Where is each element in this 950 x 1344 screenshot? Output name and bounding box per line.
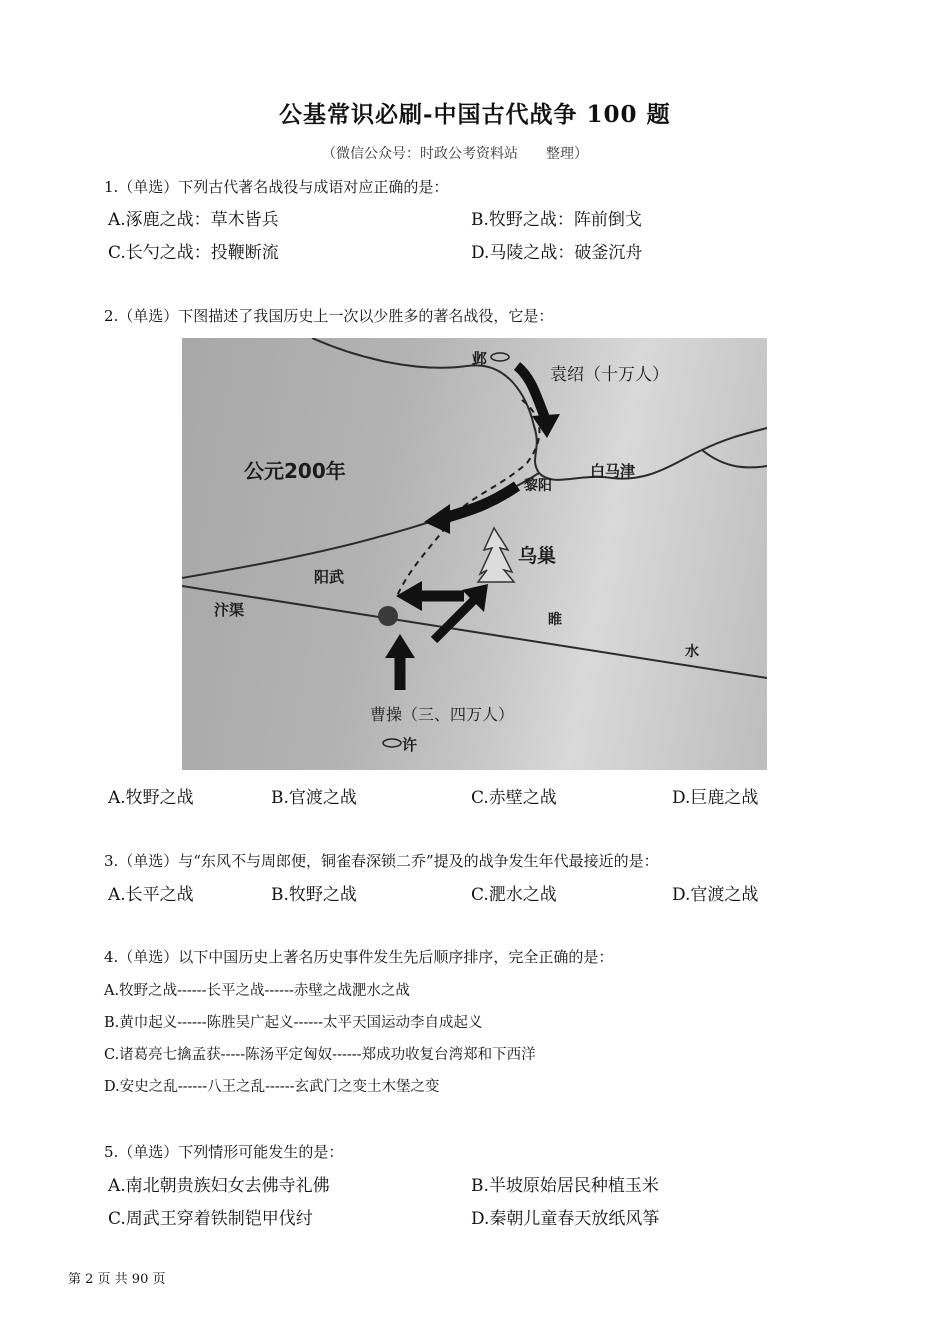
- map-label-ye: 邺: [472, 350, 488, 368]
- map-label-shui: 水: [685, 644, 699, 660]
- question-5-option-d: D.秦朝儿童春天放纸风筝: [471, 1209, 660, 1229]
- question-5-option-a: A.南北朝贵族妇女去佛寺礼佛: [108, 1176, 330, 1196]
- question-3-option-b: B.牧野之战: [271, 885, 357, 905]
- page-title: 公基常识必刷-中国古代战争 100 题: [279, 101, 671, 128]
- map-label-baimajin: 白马津: [590, 462, 636, 480]
- question-1-option-c: C.长勺之战：投鞭断流: [108, 243, 279, 263]
- question-4-stem: 4.（单选）以下中国历史上著名历史事件发生先后顺序排序，完全正确的是：: [104, 948, 614, 966]
- question-2-option-a: A.牧野之战: [108, 788, 194, 808]
- question-1-option-d: D.马陵之战：破釜沉舟: [471, 243, 643, 263]
- map-label-liyang: 黎阳: [524, 478, 552, 494]
- battle-map-figure: [182, 338, 767, 770]
- cao-arrow-north: [385, 634, 415, 658]
- question-3-option-a: A.长平之战: [108, 885, 194, 905]
- map-label-year: 公元200年: [244, 459, 346, 483]
- question-4-option-b: B.黄巾起义------陈胜吴广起义------太平天国运动李自成起义: [104, 1015, 483, 1031]
- question-5-option-b: B.半坡原始居民种植玉米: [471, 1176, 659, 1196]
- map-label-xu: 许: [402, 736, 418, 754]
- map-label-yangwu: 阳武: [314, 568, 345, 586]
- question-3-stem: 3.（单选）与“东风不与周郎便，铜雀春深锁二乔”提及的战争发生年代最接近的是：: [104, 852, 659, 870]
- cao-arrow-west: [396, 581, 422, 611]
- question-4-option-c: C.诸葛亮七擒孟获-----陈汤平定匈奴------郑成功收复台湾郑和下西洋: [104, 1047, 536, 1063]
- question-5-stem: 5.（单选）下列情形可能发生的是：: [104, 1143, 344, 1161]
- map-label-caocao: 曹操（三、四万人）: [370, 705, 515, 724]
- question-2-option-b: B.官渡之战: [271, 788, 357, 808]
- page-footer: 第 2 页 共 90 页: [68, 1272, 166, 1287]
- question-2-option-c: C.赤壁之战: [471, 788, 557, 808]
- wuchao-fire-icon: [478, 528, 514, 582]
- question-2-option-d: D.巨鹿之战: [672, 788, 759, 808]
- map-label-bianqu: 汴渠: [214, 601, 245, 619]
- page-subtitle: （微信公众号：时政公考资料站 整理）: [322, 146, 588, 162]
- question-3-option-c: C.淝水之战: [471, 885, 557, 905]
- question-4-option-d: D.安史之乱------八王之乱------玄武门之变土木堡之变: [104, 1079, 440, 1095]
- question-1-option-a: A.涿鹿之战：草木皆兵: [108, 210, 279, 230]
- map-label-yuanshao: 袁绍（十万人）: [550, 365, 669, 385]
- map-label-sui: 睢: [548, 612, 562, 628]
- yuanshao-arrow-west: [424, 504, 450, 534]
- question-1-option-b: B.牧野之战：阵前倒戈: [471, 210, 642, 230]
- question-1-stem: 1.（单选）下列古代著名战役与成语对应正确的是：: [104, 178, 449, 196]
- question-3-option-d: D.官渡之战: [672, 885, 759, 905]
- question-5-option-c: C.周武王穿着铁制铠甲伐纣: [108, 1209, 313, 1229]
- map-label-wuchao: 乌巢: [518, 545, 557, 567]
- question-4-option-a: A.牧野之战------长平之战------赤壁之战淝水之战: [104, 983, 410, 999]
- question-2-stem: 2.（单选）下图描述了我国历史上一次以少胜多的著名战役，它是：: [104, 307, 554, 325]
